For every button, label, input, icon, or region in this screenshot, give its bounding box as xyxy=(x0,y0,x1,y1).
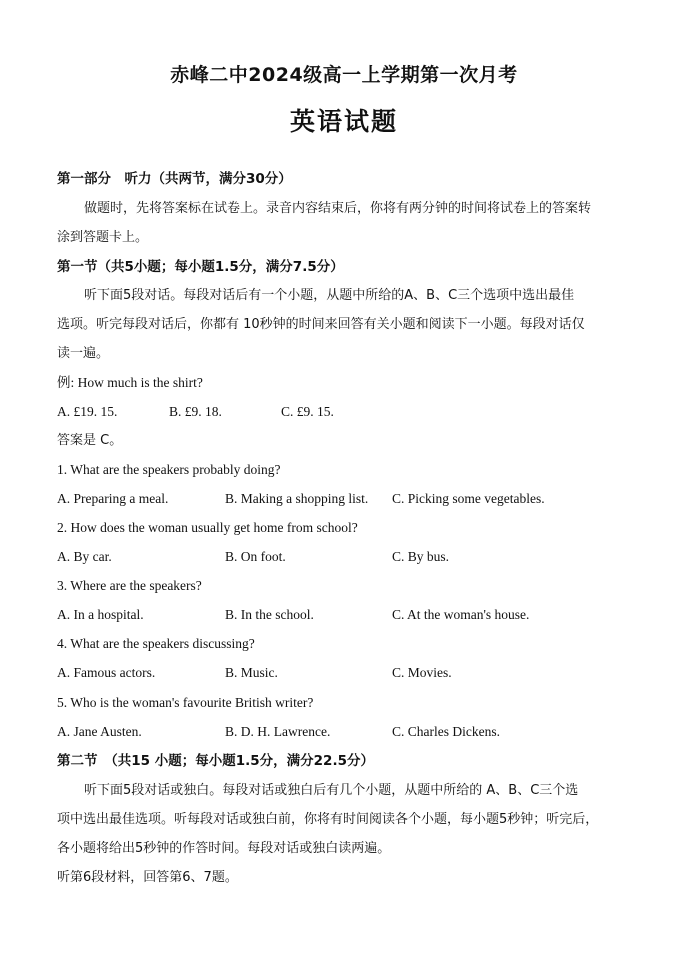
section1-intro-line1: 听下面5段对话。每段对话后有一个小题，从题中所给的A、B、C三个选项中选出最佳 xyxy=(84,288,575,303)
question-3-option-b: B. In the school. xyxy=(225,607,314,622)
part1-heading: 第一部分 听力（共两节，满分30分） xyxy=(57,171,292,187)
part1-intro-line1: 做题时，先将答案标在试卷上。录音内容结束后，你将有两分钟的时间将试卷上的答案转 xyxy=(84,201,592,216)
section2-intro-line3: 各小题将给出5秒钟的作答时间。每段对话或独白读两遍。 xyxy=(57,841,391,856)
question-5-option-b: B. D. H. Lawrence. xyxy=(225,724,331,739)
question-3: 3. Where are the speakers? xyxy=(57,578,202,593)
question-4-option-b: B. Music. xyxy=(225,665,278,680)
question-1-option-b: B. Making a shopping list. xyxy=(225,491,369,506)
section2-intro-line1: 听下面5段对话或独白。每段对话或独白后有几个小题，从题中所给的 A、B、C三个选 xyxy=(84,783,579,798)
example-question: 例: How much is the shirt? xyxy=(57,375,203,390)
example-option-a: A. £19. 15. xyxy=(57,404,118,419)
section1-intro-line3: 读一遍。 xyxy=(57,346,110,361)
example-answer: 答案是 C。 xyxy=(57,433,123,448)
question-1-option-a: A. Preparing a meal. xyxy=(57,491,169,506)
part1-intro-line2: 涂到答题卡上。 xyxy=(57,230,149,245)
section2-intro-line2: 项中选出最佳选项。听每段对话或独白前，你将有时间阅读各个小题，每小题5秒钟；听完后， xyxy=(57,812,599,827)
exam-school-title: 赤峰二中2024级高一上学期第一次月考 xyxy=(170,64,518,86)
question-2-option-b: B. On foot. xyxy=(225,549,286,564)
question-3-option-c: C. At the woman's house. xyxy=(392,607,530,622)
question-1: 1. What are the speakers probably doing? xyxy=(57,462,281,477)
question-4: 4. What are the speakers discussing? xyxy=(57,636,255,651)
section2-material-note: 听第6段材料，回答第6、7题。 xyxy=(57,870,238,885)
question-2: 2. How does the woman usually get home from school? xyxy=(57,520,358,535)
section2-heading: 第二节 （共15 小题；每小题1.5分，满分22.5分） xyxy=(57,753,374,769)
question-1-option-c: C. Picking some vegetables. xyxy=(392,491,545,506)
exam-subject-title: 英语试题 xyxy=(289,107,398,136)
question-4-option-c: C. Movies. xyxy=(392,665,452,680)
question-5-option-c: C. Charles Dickens. xyxy=(392,724,500,739)
example-option-c: C. £9. 15. xyxy=(281,404,334,419)
section1-intro-line2: 选项。听完每段对话后，你都有 10秒钟的时间来回答有关小题和阅读下一小题。每段对话仅 xyxy=(57,317,585,332)
question-5: 5. Who is the woman's favourite British writer? xyxy=(57,695,314,710)
question-2-option-c: C. By bus. xyxy=(392,549,450,564)
section1-heading: 第一节（共5小题；每小题1.5分，满分7.5分） xyxy=(57,259,344,275)
question-3-option-a: A. In a hospital. xyxy=(57,607,144,622)
question-5-option-a: A. Jane Austen. xyxy=(57,724,142,739)
question-2-option-a: A. By car. xyxy=(57,549,112,564)
question-4-option-a: A. Famous actors. xyxy=(57,665,156,680)
example-option-b: B. £9. 18. xyxy=(169,404,222,419)
